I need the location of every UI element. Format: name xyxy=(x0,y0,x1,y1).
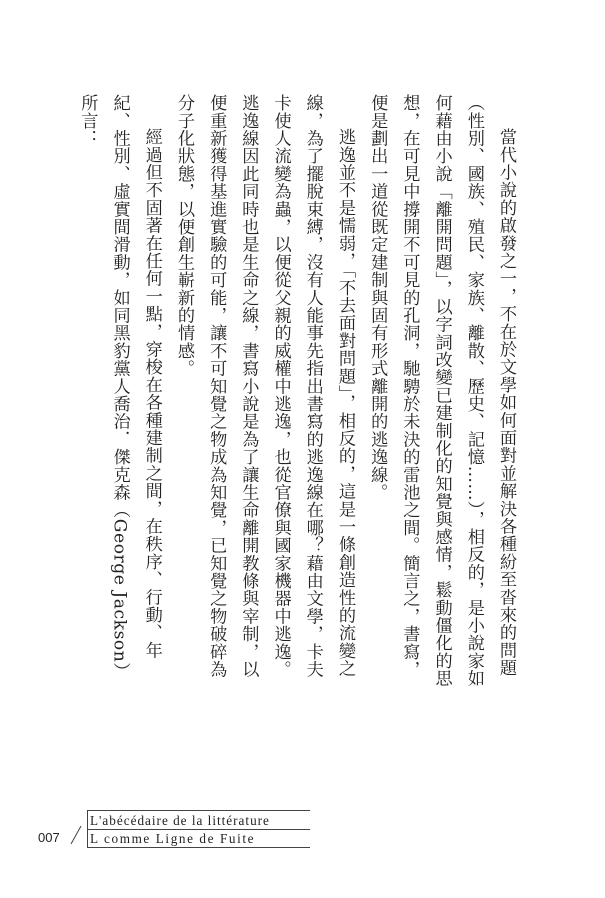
paragraph: 經過但不固著在任何一點，穿梭在各種建制之間，在秩序、行動、年紀、性別、虛實間滑動，如同黑豹黨人喬治．傑克森（George Jackson）所言： xyxy=(77,94,162,681)
book-title: L'abécédaire de la littérature xyxy=(90,813,270,828)
chapter-title: L comme Ligne de Fuite xyxy=(90,831,256,846)
page-number: 007 xyxy=(38,830,60,845)
paragraph: 逃逸並不是懦弱，「不去面對問題」，相反的，這是一條創造性的流變之線，為了擺脫束縛，沒有人能事先指出書寫的逃逸線在哪？藉由文學，卡夫卡使人流變為蟲，以便從父親的威權中逃逸，也從官僚與國家機器中逃逸。逃逸線因此同時也是生命之線，書寫小說是為了讓生命離開教條與宰制，以便重新獲得基進實驗的可能，讓不可知覺之物成為知覺，已知覺之物破碎為分子化狀態，以便創生嶄新的情感。 xyxy=(173,94,355,679)
footer-title-box xyxy=(87,810,310,848)
paragraph: 當代小說的啟發之一，不在於文學如何面對並解決各種紛至沓來的問題（性別、國族、殖民、家族、離散、歷史、記憶……），相反的，是小說家如何藉由小說「離開問題」，以字詞改變已建制化的知覺與感情，鬆動僵化的思想，在可見中撐開不可見的孔洞，馳騁於未決的雷池之間。簡言之，書寫，便是劃出一道從既定建制與固有形式離開的逃逸線。 xyxy=(367,94,516,688)
footer-divider xyxy=(88,829,310,830)
body-text xyxy=(77,94,522,694)
slash-divider-icon xyxy=(69,824,83,846)
